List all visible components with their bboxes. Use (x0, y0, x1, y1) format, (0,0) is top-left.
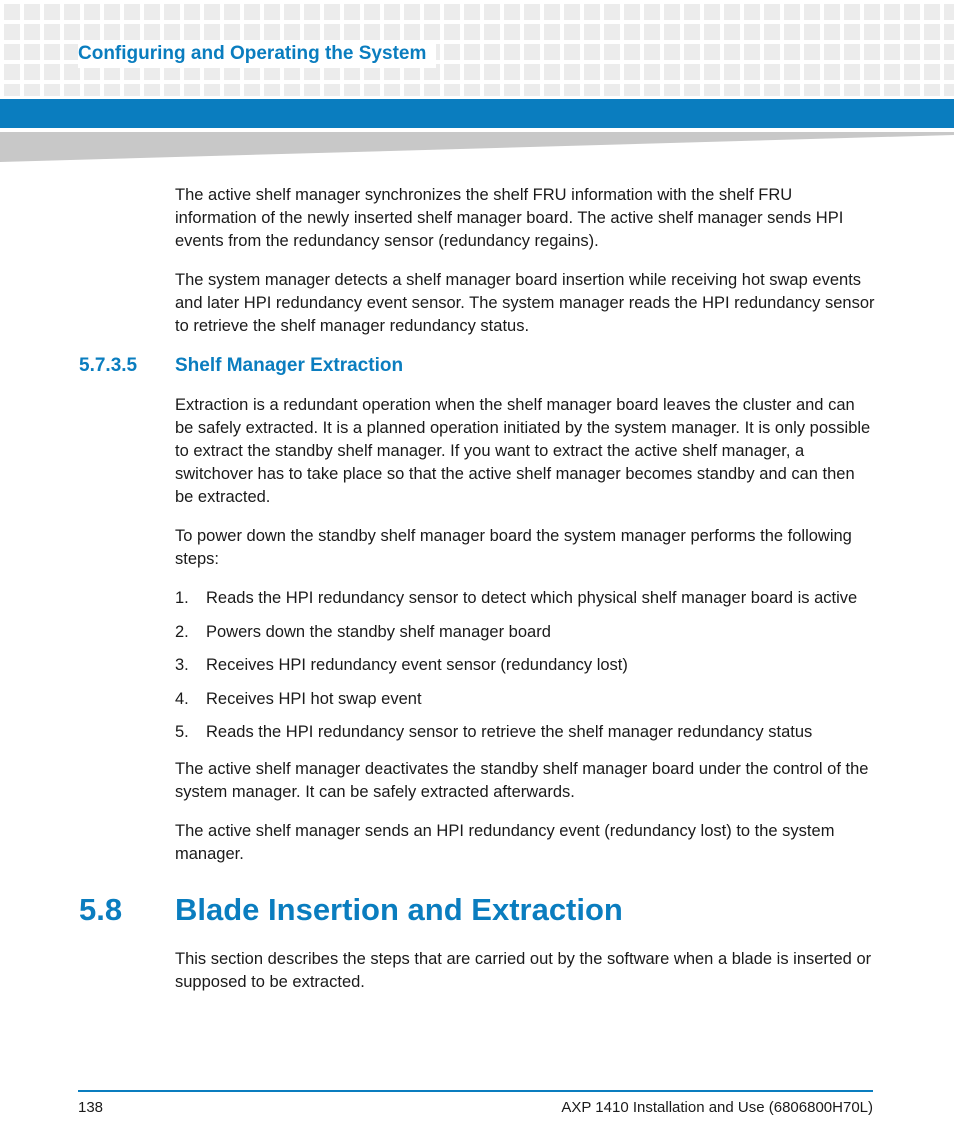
section-title: Shelf Manager Extraction (175, 355, 404, 376)
list-item-text: Reads the HPI redundancy sensor to detect which physical shelf manager board is active (206, 589, 858, 607)
section-title: Blade Insertion and Extraction (175, 892, 623, 927)
list-item (175, 654, 875, 677)
extraction-paragraph-1: Extraction is a redundant operation when the shelf manager board leaves the cluster and can be safely extracted. It is a planned operation initiated by the system manager. It is only possible to extract the standby shelf manager. If you want to extract the active shelf manager, a switchover has to take place so that the active shelf manager becomes standby and can then be extracted. (175, 396, 871, 506)
list-item-number: 3. (175, 656, 189, 674)
intro-paragraph-1: The active shelf manager synchronizes the shelf FRU information with the shelf FRU information of the newly inserted shelf manager board. The active shelf manager sends HPI events from the redundancy sensor (redundancy regains). (175, 186, 844, 250)
extraction-paragraph-3: The active shelf manager deactivates the standby shelf manager board under the control of the system manager. It can be safely extracted afterwards. (175, 760, 869, 801)
list-item-number: 4. (175, 689, 189, 708)
blade-paragraph-1: This section describes the steps that are carried out by the software when a blade is inserted or supposed to be extracted. (175, 950, 872, 991)
chapter-title: Configuring and Operating the System (78, 40, 436, 68)
section-number: 5.8 (79, 892, 123, 927)
extraction-paragraph-2: To power down the standby shelf manager board the system manager performs the following steps: (175, 527, 852, 568)
extraction-paragraph-4: The active shelf manager sends an HPI redundancy event (redundancy lost) to the system manager. (175, 822, 835, 863)
list-item-text: Receives HPI hot swap event (206, 689, 422, 708)
steps-list (175, 587, 875, 744)
header-grey-wedge (0, 132, 954, 162)
list-item-text: Reads the HPI redundancy sensor to retrieve the shelf manager redundancy status (206, 723, 813, 741)
list-item-text: Powers down the standby shelf manager board (206, 622, 551, 641)
document-title: AXP 1410 Installation and Use (6806800H70L) (561, 1099, 873, 1116)
list-item (175, 587, 875, 610)
list-item-number: 1. (175, 589, 189, 607)
intro-paragraph-2: The system manager detects a shelf manager board insertion while receiving hot swap events and later HPI redundancy event sensor. The system manager reads the HPI redundancy sensor to retrieve the shelf manager redundancy status. (175, 271, 875, 335)
list-item-number: 2. (175, 622, 189, 641)
list-item (175, 721, 875, 744)
section-heading-5735 (79, 354, 875, 378)
page-content (79, 184, 875, 1010)
list-item-number: 5. (175, 723, 189, 741)
header-blue-bar (0, 99, 954, 128)
list-item (175, 621, 875, 644)
list-item-text: Receives HPI redundancy event sensor (redundancy lost) (206, 656, 628, 674)
section-heading-58 (79, 890, 875, 930)
page-number: 138 (78, 1099, 104, 1116)
footer-divider (78, 1090, 873, 1092)
list-item (175, 688, 875, 711)
section-number: 5.7.3.5 (79, 355, 138, 376)
